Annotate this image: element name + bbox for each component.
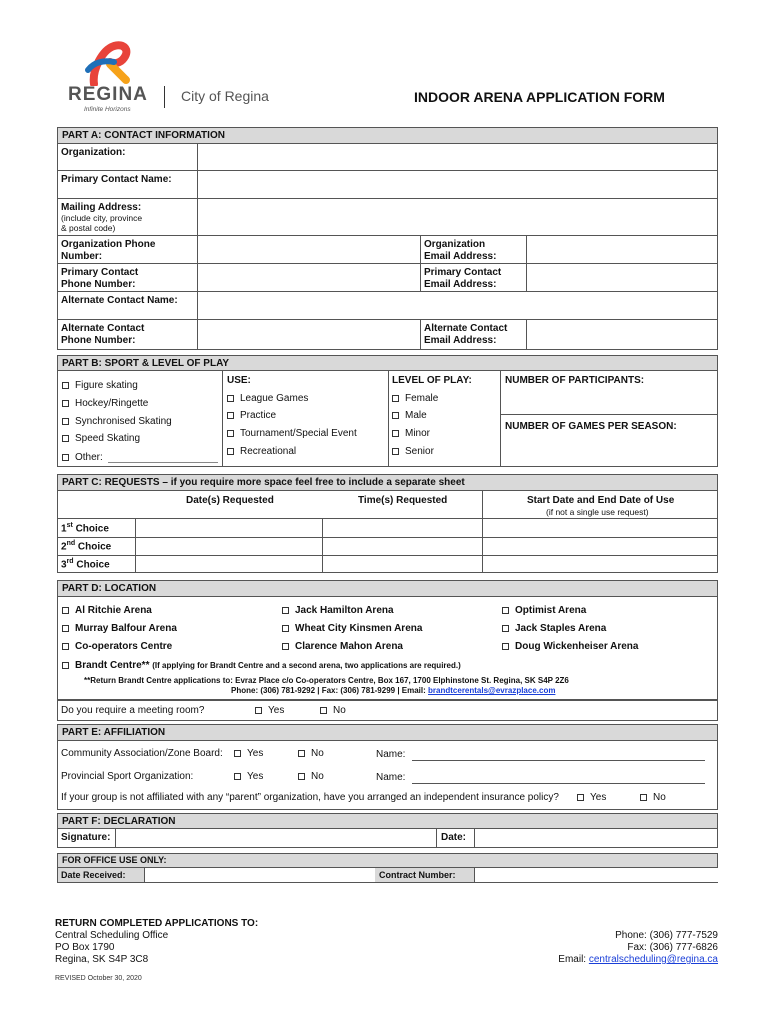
checkbox-icon[interactable] xyxy=(502,643,509,650)
mailing-address-field[interactable] xyxy=(199,200,716,234)
provincial-yes[interactable]: Yes xyxy=(234,771,263,782)
city-name: City of Regina xyxy=(181,88,269,104)
alt-email-field[interactable] xyxy=(528,321,716,349)
divider xyxy=(222,370,223,467)
checkbox-icon[interactable] xyxy=(282,607,289,614)
checkbox-icon[interactable] xyxy=(62,400,69,407)
location-option[interactable]: Wheat City Kinsmen Arena xyxy=(282,623,422,634)
divider xyxy=(322,518,323,573)
office-header: FOR OFFICE USE ONLY: xyxy=(57,853,718,868)
mailing-address-note: & postal code) xyxy=(61,223,116,233)
date-field[interactable] xyxy=(476,830,716,847)
regina-logo-mark-icon xyxy=(84,40,136,86)
insurance-no[interactable]: No xyxy=(640,792,666,803)
alt-name-field[interactable] xyxy=(199,293,716,318)
regina-logo xyxy=(62,40,162,116)
return-address: PO Box 1790 xyxy=(55,942,115,953)
games-label: NUMBER OF GAMES PER SEASON: xyxy=(505,421,677,432)
date-received-field[interactable] xyxy=(144,868,375,882)
meeting-no[interactable]: No xyxy=(320,705,346,716)
org-phone-label: Number: xyxy=(61,251,103,262)
divider xyxy=(57,555,718,556)
community-name-line[interactable] xyxy=(412,760,705,761)
divider xyxy=(500,414,718,415)
other-underline xyxy=(108,462,218,463)
divider xyxy=(135,518,136,573)
mailing-address-label: Mailing Address: xyxy=(61,202,142,213)
alt-email-label: Alternate Contact xyxy=(424,323,508,334)
divider xyxy=(57,291,718,292)
meeting-question: Do you require a meeting room? xyxy=(61,705,205,716)
footer-email-link[interactable]: centralscheduling@regina.ca xyxy=(588,954,718,965)
level-option[interactable]: Senior xyxy=(392,446,434,457)
primary-contact-name-label: Primary Contact Name: xyxy=(61,174,172,185)
alt-phone-label: Alternate Contact xyxy=(61,323,145,334)
alt-phone-field[interactable] xyxy=(199,321,419,349)
range-column-header: Start Date and End Date of Use xyxy=(527,495,675,506)
alt-phone-label: Phone Number: xyxy=(61,335,136,346)
choice-label: 3rd Choice xyxy=(61,558,110,571)
level-title: LEVEL OF PLAY: xyxy=(392,375,472,386)
date-received-label: Date Received: xyxy=(61,870,126,880)
use-option[interactable]: Recreational xyxy=(227,446,296,457)
org-phone-label: Organization Phone xyxy=(61,239,156,250)
primary-contact-name-field[interactable] xyxy=(199,172,716,197)
community-no[interactable]: No xyxy=(298,748,324,759)
checkbox-icon[interactable] xyxy=(62,454,69,461)
provincial-name-label: Name: xyxy=(376,772,406,783)
checkbox-icon[interactable] xyxy=(298,773,305,780)
location-option[interactable]: Optimist Arena xyxy=(502,605,586,616)
location-option[interactable]: Jack Hamilton Arena xyxy=(282,605,394,616)
sport-option[interactable]: Figure skating xyxy=(62,380,138,391)
choice-label: 2nd Choice xyxy=(61,540,112,553)
checkbox-icon[interactable] xyxy=(62,662,69,669)
divider xyxy=(436,828,437,848)
checkbox-icon[interactable] xyxy=(392,448,399,455)
divider xyxy=(474,828,475,848)
org-email-label: Organization xyxy=(424,239,486,250)
sport-option-other[interactable]: Other: xyxy=(62,452,103,463)
checkbox-icon[interactable] xyxy=(234,773,241,780)
checkbox-icon[interactable] xyxy=(62,382,69,389)
sport-option[interactable]: Hockey/Ringette xyxy=(62,398,148,409)
logo-divider xyxy=(164,86,165,108)
checkbox-icon[interactable] xyxy=(392,412,399,419)
part-f-header: PART F: DECLARATION xyxy=(57,813,718,829)
divider xyxy=(420,319,421,350)
divider xyxy=(526,319,527,350)
divider xyxy=(482,490,483,573)
primary-email-label: Primary Contact xyxy=(424,267,502,278)
revised-date: REVISED October 30, 2020 xyxy=(55,975,142,982)
date-input[interactable] xyxy=(137,520,321,536)
checkbox-icon[interactable] xyxy=(227,430,234,437)
divider xyxy=(57,263,718,264)
org-phone-field[interactable] xyxy=(199,237,419,262)
part-d-header: PART D: LOCATION xyxy=(57,580,718,597)
meeting-yes[interactable]: Yes xyxy=(255,705,284,716)
checkbox-icon[interactable] xyxy=(640,794,647,801)
primary-phone-label: Phone Number: xyxy=(61,279,136,290)
checkbox-icon[interactable] xyxy=(227,448,234,455)
range-column-note: (if not a single use request) xyxy=(546,507,649,517)
brandt-email-link[interactable]: brandtcerentals@evrazplace.com xyxy=(428,686,556,695)
checkbox-icon[interactable] xyxy=(227,395,234,402)
checkbox-icon[interactable] xyxy=(62,643,69,650)
games-field[interactable] xyxy=(502,434,716,465)
footer-email: Email: centralscheduling@regina.ca xyxy=(558,954,718,965)
part-a-header: PART A: CONTACT INFORMATION xyxy=(57,127,718,144)
choice-label: 1st Choice xyxy=(61,522,109,535)
alt-email-label: Email Address: xyxy=(424,335,497,346)
divider xyxy=(57,319,718,320)
checkbox-icon[interactable] xyxy=(320,707,327,714)
divider xyxy=(57,235,718,236)
checkbox-icon[interactable] xyxy=(234,750,241,757)
signature-field[interactable] xyxy=(117,830,435,847)
location-option[interactable]: Murray Balfour Arena xyxy=(62,623,177,634)
community-yes[interactable]: Yes xyxy=(234,748,263,759)
primary-phone-field[interactable] xyxy=(199,265,419,290)
return-title: RETURN COMPLETED APPLICATIONS TO: xyxy=(55,918,259,929)
checkbox-icon[interactable] xyxy=(282,643,289,650)
times-column-header: Time(s) Requested xyxy=(358,495,448,506)
brandt-option[interactable]: Brandt Centre** (If applying for Brandt Centre and a second arena, two applications are required.) xyxy=(62,660,461,671)
mailing-address-note: (include city, province xyxy=(61,213,143,223)
logo-tagline: Infinite Horizons xyxy=(84,106,131,113)
checkbox-icon[interactable] xyxy=(502,607,509,614)
checkbox-icon[interactable] xyxy=(227,412,234,419)
insurance-yes[interactable]: Yes xyxy=(577,792,606,803)
part-b-header: PART B: SPORT & LEVEL OF PLAY xyxy=(57,355,718,371)
divider xyxy=(420,235,421,291)
return-address: Regina, SK S4P 3C8 xyxy=(55,954,149,965)
checkbox-icon[interactable] xyxy=(62,418,69,425)
checkbox-icon[interactable] xyxy=(392,430,399,437)
primary-email-label: Email Address: xyxy=(424,279,497,290)
divider xyxy=(57,170,718,171)
date-label: Date: xyxy=(441,832,467,843)
divider xyxy=(197,143,198,350)
checkbox-icon[interactable] xyxy=(298,750,305,757)
org-email-field[interactable] xyxy=(528,237,716,262)
checkbox-icon[interactable] xyxy=(502,625,509,632)
logo-name: REGINA xyxy=(68,84,148,105)
provincial-no[interactable]: No xyxy=(298,771,324,782)
level-option[interactable]: Minor xyxy=(392,428,430,439)
level-option[interactable]: Male xyxy=(392,410,427,421)
contract-number-label: Contract Number: xyxy=(379,870,456,880)
brandt-return-note: **Return Brandt Centre applications to: Evraz Place c/o Co-operators Centre, Box 167, 1700 Elphinstone St. Regina, SK S4P 2Z6 xyxy=(84,676,569,685)
footer-phone: Phone: (306) 777-7529 xyxy=(615,930,718,941)
checkbox-icon[interactable] xyxy=(62,607,69,614)
use-option[interactable]: Tournament/Special Event xyxy=(227,428,357,439)
organization-field[interactable] xyxy=(199,145,716,169)
use-option[interactable]: League Games xyxy=(227,393,308,404)
return-address: Central Scheduling Office xyxy=(55,930,169,941)
participants-field[interactable] xyxy=(502,388,716,412)
checkbox-icon[interactable] xyxy=(62,435,69,442)
contract-number-field[interactable] xyxy=(474,868,718,882)
participants-label: NUMBER OF PARTICIPANTS: xyxy=(505,375,645,386)
divider xyxy=(500,370,501,467)
signature-label: Signature: xyxy=(61,832,111,843)
page-title: INDOOR ARENA APPLICATION FORM xyxy=(414,89,665,105)
checkbox-icon[interactable] xyxy=(577,794,584,801)
community-name-label: Name: xyxy=(376,749,406,760)
divider xyxy=(57,198,718,199)
community-label: Community Association/Zone Board: xyxy=(61,748,223,759)
location-option[interactable]: Jack Staples Arena xyxy=(502,623,606,634)
primary-email-field[interactable] xyxy=(528,265,716,290)
divider xyxy=(388,370,389,467)
alt-name-label: Alternate Contact Name: xyxy=(61,295,178,306)
divider xyxy=(526,235,527,291)
checkbox-icon[interactable] xyxy=(392,395,399,402)
use-option[interactable]: Practice xyxy=(227,410,276,421)
location-option[interactable]: Al Ritchie Arena xyxy=(62,605,152,616)
insurance-question: If your group is not affiliated with any “parent” organization, have you arranged an independent insurance policy? xyxy=(61,792,559,803)
location-option[interactable]: Doug Wickenheiser Arena xyxy=(502,641,638,652)
checkbox-icon[interactable] xyxy=(62,625,69,632)
time-input[interactable] xyxy=(324,520,481,536)
provincial-label: Provincial Sport Organization: xyxy=(61,771,194,782)
checkbox-icon[interactable] xyxy=(255,707,262,714)
level-option[interactable]: Female xyxy=(392,393,438,404)
divider xyxy=(57,518,718,519)
brandt-contact: Phone: (306) 781-9292 | Fax: (306) 781-9299 | Email: brandtcerentals@evrazplace.com xyxy=(231,686,556,695)
provincial-name-line[interactable] xyxy=(412,783,705,784)
range-input[interactable] xyxy=(484,520,716,536)
primary-phone-label: Primary Contact xyxy=(61,267,139,278)
dates-column-header: Date(s) Requested xyxy=(186,495,274,506)
use-title: USE: xyxy=(227,375,251,386)
divider xyxy=(115,828,116,848)
part-e-header: PART E: AFFILIATION xyxy=(57,724,718,741)
checkbox-icon[interactable] xyxy=(282,625,289,632)
location-option[interactable]: Co-operators Centre xyxy=(62,641,172,652)
sport-option[interactable]: Speed Skating xyxy=(62,433,140,444)
part-c-header: PART C: REQUESTS – if you require more space feel free to include a separate sheet xyxy=(57,474,718,491)
footer-fax: Fax: (306) 777-6826 xyxy=(627,942,718,953)
org-email-label: Email Address: xyxy=(424,251,497,262)
divider xyxy=(57,537,718,538)
sport-option[interactable]: Synchronised Skating xyxy=(62,416,172,427)
location-option[interactable]: Clarence Mahon Arena xyxy=(282,641,403,652)
organization-label: Organization: xyxy=(61,147,126,158)
